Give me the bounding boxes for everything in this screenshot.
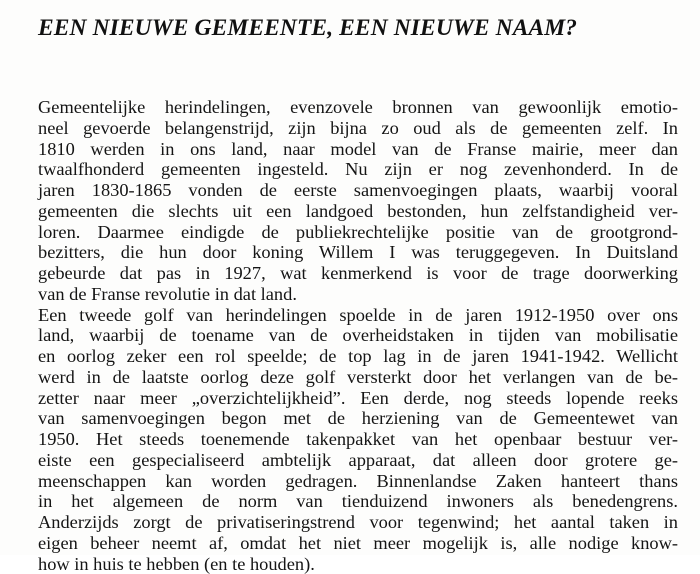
text-line: 1810 werden in ons land, naar model van de Franse mairie, meer dan — [38, 139, 678, 160]
text-line: Anderzijds zorgt de privatiseringstrend voor tegenwind; het aantal taken in — [38, 512, 678, 533]
text-line: eiste een gespecialiseerd ambtelijk apparaat, dat alleen door grotere ge- — [38, 450, 678, 471]
text-line: twaalfhonderd gemeenten ingesteld. Nu zijn er nog zevenhonderd. In de — [38, 159, 678, 180]
paragraph-2 — [38, 305, 678, 574]
text-line: gebeurde dat pas in 1927, wat kenmerkend is voor de trage doorwerking — [38, 263, 678, 284]
text-line: how in huis te hebben (en te houden). — [38, 554, 678, 574]
paragraph-1 — [38, 97, 678, 305]
text-line: land, waarbij de toename van de overheidstaken in tijden van mobilisatie — [38, 325, 678, 346]
text-line: bezitters, die hun door koning Willem I was teruggegeven. In Duitsland — [38, 242, 678, 263]
text-line: van de Franse revolutie in dat land. — [38, 284, 678, 305]
text-line: loren. Daarmee eindigde de publiekrechtelijke positie van de grootgrond- — [38, 222, 678, 243]
text-line: van samenvoegingen begon met de herziening van de Gemeentewet van — [38, 408, 678, 429]
text-line: in het algemeen de norm van tienduizend inwoners als benedengrens. — [38, 491, 678, 512]
text-line: jaren 1830-1865 vonden de eerste samenvoegingen plaats, waarbij vooral — [38, 180, 678, 201]
text-line: meenschappen kan worden gedragen. Binnenlandse Zaken hanteert thans — [38, 471, 678, 492]
text-line: zetter naar meer „overzichtelijkheid”. Een derde, nog steeds lopende reeks — [38, 388, 678, 409]
text-line: eigen beheer neemt af, omdat het niet meer mogelijk is, alle nodige know- — [38, 533, 678, 554]
text-line: werd in de laatste oorlog deze golf versterkt door het verlangen van de be- — [38, 367, 678, 388]
text-line: en oorlog zeker een rol speelde; de top lag in de jaren 1941-1942. Wellicht — [38, 346, 678, 367]
text-line: Een tweede golf van herindelingen spoelde in de jaren 1912-1950 over ons — [38, 305, 678, 326]
page-title: EEN NIEUWE GEMEENTE, EEN NIEUWE NAAM? — [38, 14, 577, 42]
text-line: gemeenten die slechts uit een landgoed bestonden, hun zelfstandigheid ver- — [38, 201, 678, 222]
text-line: neel gevoerde belangenstrijd, zijn bijna zo oud als de gemeenten zelf. In — [38, 118, 678, 139]
text-line: 1950. Het steeds toenemende takenpakket van het openbaar bestuur ver- — [38, 429, 678, 450]
body-text — [38, 97, 678, 574]
text-line: Gemeentelijke herindelingen, evenzovele bronnen van gewoonlijk emotio- — [38, 97, 678, 118]
